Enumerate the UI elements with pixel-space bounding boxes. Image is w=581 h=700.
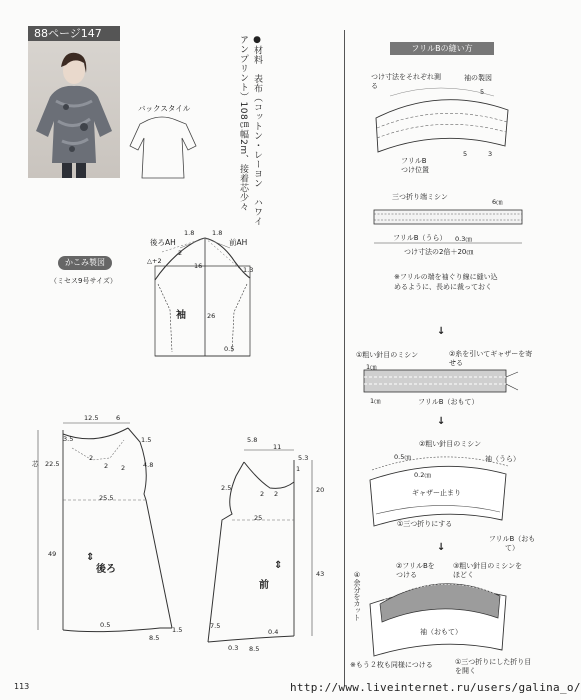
grain-arrow-back: ⇕ (86, 552, 95, 563)
back-m-1-5: 1.5 (141, 436, 152, 444)
front-m-8-5: 8.5 (249, 645, 260, 653)
back-m-25-5: 25.5 (99, 494, 114, 502)
frill-step3-frill-front: フリルB（おもて） (418, 398, 479, 406)
frill-step5-4: ④余分をカット (353, 571, 361, 621)
frill-step4-02: 0.2㎝ (414, 471, 431, 479)
back-m-2c: 2 (121, 464, 126, 472)
size-label: （ミセス9号サイズ） (50, 277, 117, 285)
sleeve-front-ah: 前AH (229, 238, 248, 247)
sleeve-m-1-8b: 1.8 (212, 229, 223, 237)
frill-section-title: フリルBの縫い方 (390, 42, 494, 55)
frill-step3-1: ①粗い針目のミシン (356, 351, 419, 359)
back-m-22-5: 22.5 (45, 460, 60, 468)
sleeve-m-16: 16 (194, 262, 203, 270)
back-m-0-5: 0.5 (100, 621, 111, 629)
back-m-2a: 2 (89, 454, 94, 462)
sleeve-name: 袖 (176, 310, 186, 321)
front-m-5-3: 5.3 (298, 454, 309, 462)
frill-step2-03: 0.3㎝ (455, 235, 472, 243)
back-m-1-5b: 1.5 (172, 626, 183, 634)
back-m-6: 6 (116, 414, 121, 422)
front-bodice-name: 前 (259, 580, 269, 591)
frill-step1-note: つけ寸法をそれぞれ測る (371, 73, 441, 90)
back-m-3-5: 3.5 (63, 435, 74, 443)
page-reference-tag: 88ページ147 (28, 26, 120, 41)
frill-step1-frill: フリルB (401, 157, 427, 165)
frill-step3-2: ②糸を引いてギャザーを寄せる (449, 350, 533, 367)
frill-step2-hem: 三つ折り端ミシン (392, 193, 448, 201)
frill-step4-05: 0.5㎝ (394, 453, 411, 461)
frill-step4-sleeve-back: 袖（うら） (485, 455, 520, 463)
frill-step4-2: ②粗い針目のミシン (419, 440, 482, 448)
watermark-url: http://www.liveinternet.ru/users/galina_o/ (290, 681, 581, 694)
frill-step4-1: ①三つ折りにする (397, 520, 453, 528)
enclosed-draft-badge: かこみ製図 (58, 256, 112, 270)
frill-step5-2: ②フリルBをつける (396, 562, 435, 579)
frill-step1-5b: 5 (463, 150, 468, 158)
back-m-8-5: 8.5 (149, 634, 160, 642)
frill-step3-1cm-b: 1㎝ (370, 397, 381, 405)
grain-arrow-front: ⇕ (274, 560, 283, 571)
frill-step4-gather-end: ギャザー止まり (412, 489, 461, 497)
arrow-down-3-icon: ↓ (437, 542, 446, 553)
sleeve-m-2: 2 (178, 249, 183, 257)
materials-text: ●材料 表布（コットン・レーヨン ハワイアンプリント）108㎝幅2m、接着芯少々 (238, 35, 262, 226)
back-m-12-5: 12.5 (84, 414, 99, 422)
arrow-down-2-icon: ↓ (437, 416, 446, 427)
back-m-center: 芯 (32, 460, 39, 468)
page-number: 113 (14, 682, 30, 691)
front-m-25: 25 (254, 514, 263, 522)
back-m-2b: 2 (104, 462, 109, 470)
front-m-7-5: 7.5 (210, 622, 221, 630)
sleeve-back-ah: 後ろAH (150, 238, 176, 247)
front-m-5-8: 5.8 (247, 436, 258, 444)
frill-step5-sleeve-front: 袖（おもて） (420, 628, 462, 636)
frill-step2-frill-back: フリルB（うら） (393, 234, 447, 242)
back-bodice-name: 後ろ (96, 564, 116, 575)
frill-step1-5a: 5 (480, 88, 485, 96)
sleeve-m-delta: △+2 (147, 257, 162, 265)
frill-step5-1: ①三つ折りにした折り目を開く (455, 658, 532, 675)
front-m-20: 20 (316, 486, 325, 494)
front-m-2-5: 2.5 (221, 484, 232, 492)
front-m-2a: 2 (260, 490, 265, 498)
front-m-1: 1 (296, 465, 301, 473)
frill-note: ※フリルの端を袖ぐり線に縫い込めるように、長めに裁っておく (394, 273, 498, 291)
frill-step5-frill-front: フリルB（おもて） (488, 535, 536, 552)
frill-step5-note: ※もう２枚も同様につける (350, 661, 433, 669)
front-m-11: 11 (273, 443, 282, 451)
frill-step1-3: 3 (488, 150, 493, 158)
back-m-4-8: 4.8 (143, 461, 154, 469)
frill-step5-3: ③粗い針目のミシンをほどく (453, 562, 523, 579)
frill-step3-1cm-a: 1㎝ (366, 363, 377, 371)
front-m-43: 43 (316, 570, 325, 578)
frill-step2-double: つけ寸法の2倍＋20㎝ (404, 248, 474, 256)
sleeve-m-1-8a: 1.8 (184, 229, 195, 237)
front-m-0-4: 0.4 (268, 628, 279, 636)
front-m-2b: 2 (274, 490, 279, 498)
arrow-down-1-icon: ↓ (437, 326, 446, 337)
frill-step1-sleeve: 袖の製図 (464, 74, 492, 82)
frill-step2-6: 6㎝ (492, 198, 503, 206)
sleeve-m-26: 26 (207, 312, 216, 320)
front-m-0-3: 0.3 (228, 644, 239, 652)
frill-step1-pos: つけ位置 (401, 166, 429, 174)
back-style-label: バックスタイル (138, 104, 191, 113)
sleeve-m-1-3: 1.3 (243, 266, 254, 274)
sleeve-m-0-5: 0.5 (224, 345, 235, 353)
back-m-49: 49 (48, 550, 57, 558)
